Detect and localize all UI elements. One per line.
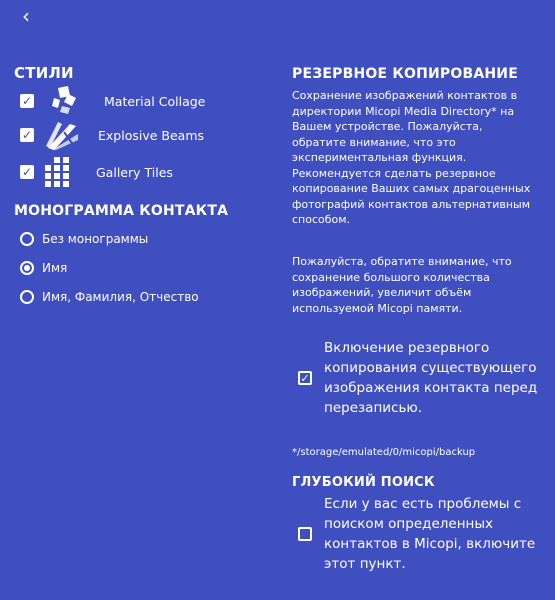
monogram-option-none[interactable] [20, 229, 148, 249]
radio-label: Имя [42, 261, 68, 275]
radio-label: Имя, Фамилия, Отчество [42, 290, 199, 304]
material-collage-icon [44, 86, 80, 116]
gallery-tiles-icon [44, 157, 80, 187]
explosive-beams-checkbox[interactable]: ✓ [21, 128, 33, 142]
material-collage-checkbox[interactable]: ✓ [21, 94, 33, 108]
back-button[interactable] [22, 6, 30, 26]
style-item-label: Explosive Beams [98, 127, 205, 143]
backup-section-title: РЕЗЕРВНОЕ КОПИРОВАНИЕ [292, 66, 518, 82]
style-item-gallery-tiles[interactable] [20, 157, 173, 187]
monogram-option-full-name[interactable] [20, 287, 199, 307]
monogram-section-title: МОНОГРАММА КОНТАКТА [14, 203, 229, 219]
backup-note: Пожалуйста, обратите внимание, что сохранение большого количества изображений, увеличит объём используемой Micopi памяти. [292, 255, 512, 315]
monogram-option-first-name[interactable] [20, 258, 67, 278]
backup-description: Сохранение изображений контактов в директории Micopi Media Directory* на Вашем устройстве. Пожалуйста, обратите внимание, что это экспериментальная функция. Рекомендуется сделать резервное копирование Ваших самых драгоценных фотографий контактов альтернативным способом. [292, 89, 531, 226]
style-item-label: Material Collage [104, 93, 206, 109]
styles-section-title: СТИЛИ [14, 64, 74, 82]
deep-search-option-label: Если у вас есть проблемы с поиском определенных контактов в Micopi, включите этот пункт. [324, 496, 536, 572]
backup-path: */storage/emulated/0/micopi/backup [292, 447, 476, 458]
radio-button[interactable] [20, 290, 34, 304]
style-item-explosive-beams[interactable] [20, 120, 204, 150]
chevron-left-icon: ‹ [22, 4, 30, 28]
gallery-tiles-checkbox[interactable]: ✓ [21, 165, 33, 179]
style-item-material-collage[interactable] [20, 86, 205, 116]
radio-label: Без монограммы [42, 232, 149, 246]
style-item-label: Gallery Tiles [96, 164, 173, 180]
radio-button[interactable] [20, 232, 34, 246]
explosive-beams-icon [44, 120, 80, 150]
backup-checkbox[interactable]: ✓ [298, 371, 312, 385]
backup-option-label: Включение резервного копирования существующего изображения контакта перед перезаписью. [324, 340, 538, 416]
backup-option[interactable] [298, 338, 543, 418]
deep-search-option[interactable] [298, 494, 546, 574]
radio-button[interactable] [20, 261, 34, 275]
deep-search-checkbox[interactable] [298, 527, 312, 541]
deep-search-section-title: ГЛУБОКИЙ ПОИСК [292, 475, 435, 490]
